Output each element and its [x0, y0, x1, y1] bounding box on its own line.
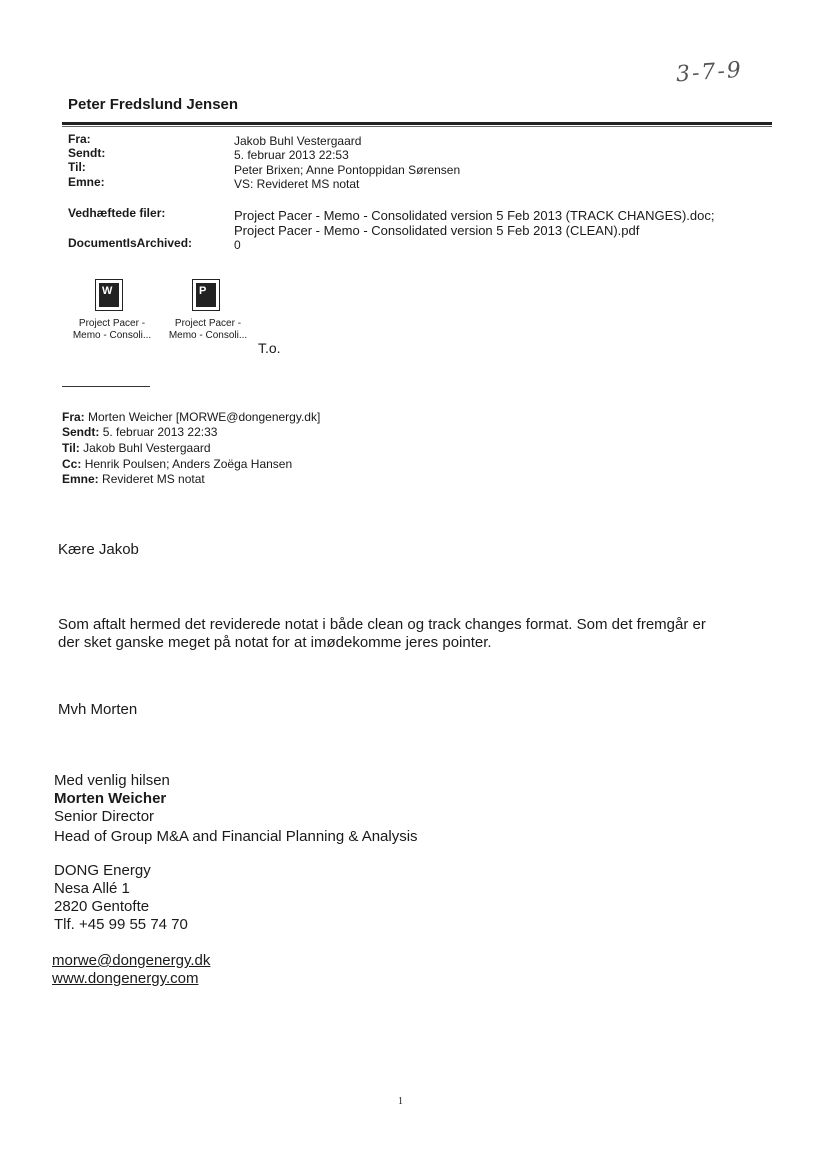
forwarded-from: [62, 410, 320, 425]
word-document-icon[interactable]: W: [95, 279, 123, 311]
signature-email-link[interactable]: morwe@dongenergy.dk: [52, 952, 211, 969]
attachment-1-name[interactable]: Project Pacer - Memo - Consolidated version 5 Feb 2013 (TRACK CHANGES).doc;: [234, 208, 715, 223]
attachment-2-label[interactable]: [158, 318, 258, 342]
attachment-1-label[interactable]: [62, 318, 162, 342]
forwarded-cc: [62, 457, 292, 472]
separator-line: [62, 386, 150, 387]
greeting: Kære Jakob: [58, 541, 139, 558]
closing: Mvh Morten: [58, 701, 138, 718]
attachment-1-label-line1: Project Pacer -: [78, 318, 146, 329]
signature-company: DONG Energy: [54, 862, 151, 879]
forwarded-from-label: Fra:: [62, 410, 85, 424]
forwarded-cc-label: Cc:: [62, 457, 82, 471]
signature-street: Nesa Allé 1: [54, 880, 130, 897]
sent-value: 5. februar 2013 22:53: [234, 148, 349, 162]
archived-value: 0: [234, 238, 241, 252]
signature-name: Morten Weicher: [54, 790, 167, 807]
body-paragraph-line2: der sket ganske meget på notat for at imødekomme jeres pointer.: [58, 634, 492, 651]
signature-greeting: Med venlig hilsen: [54, 772, 170, 789]
page-number: 1: [398, 1096, 403, 1107]
forwarded-subject-value: Revideret MS notat: [102, 472, 205, 486]
from-value: Jakob Buhl Vestergaard: [234, 134, 362, 148]
forwarded-sent: [62, 425, 217, 440]
subject-value: VS: Revideret MS notat: [234, 177, 360, 191]
signature-title2: Head of Group M&A and Financial Planning & Analysis: [54, 828, 418, 845]
forwarded-sent-value: 5. februar 2013 22:33: [102, 425, 218, 439]
forwarded-to-label: Til:: [62, 441, 80, 455]
from-label: Fra:: [68, 132, 91, 146]
attachment-2-label-line2: Memo - Consoli...: [168, 330, 248, 341]
attachment-1-label-line2: Memo - Consoli...: [72, 330, 152, 341]
archived-label: DocumentIsArchived:: [68, 236, 193, 250]
forwarded-sent-label: Sendt:: [62, 425, 100, 439]
to-mark: T.o.: [258, 340, 281, 356]
signature-website-link[interactable]: www.dongenergy.com: [52, 970, 199, 987]
sent-label: Sendt:: [68, 146, 106, 160]
pdf-document-icon[interactable]: P: [192, 279, 220, 311]
header-rule: [62, 122, 772, 125]
forwarded-to-value: Jakob Buhl Vestergaard: [83, 441, 211, 455]
subject-label: Emne:: [68, 175, 105, 189]
mailbox-owner-name: Peter Fredslund Jensen: [68, 96, 239, 113]
attachment-2-name[interactable]: Project Pacer - Memo - Consolidated version 5 Feb 2013 (CLEAN).pdf: [234, 223, 640, 238]
header-rule-thin: [62, 126, 772, 127]
attachments-label: Vedhæftede filer:: [68, 206, 166, 220]
handwritten-mark: 3-7-9: [675, 57, 744, 88]
signature-city: 2820 Gentofte: [54, 898, 150, 915]
forwarded-cc-value: Henrik Poulsen; Anders Zoëga Hansen: [84, 457, 293, 471]
to-label: Til:: [68, 160, 86, 174]
body-paragraph-line1: Som aftalt hermed det reviderede notat i både clean og track changes format. Som det fremgår er: [58, 616, 706, 633]
forwarded-from-value: Morten Weicher [MORWE@dongenergy.dk]: [88, 410, 321, 424]
forwarded-subject-label: Emne:: [62, 472, 99, 486]
forwarded-to: [62, 441, 211, 456]
signature-phone: Tlf. +45 99 55 74 70: [54, 916, 188, 933]
attachment-2-label-line1: Project Pacer -: [174, 318, 242, 329]
signature-title1: Senior Director: [54, 808, 155, 825]
forwarded-subject: [62, 472, 205, 487]
to-value: Peter Brixen; Anne Pontoppidan Sørensen: [234, 163, 461, 177]
